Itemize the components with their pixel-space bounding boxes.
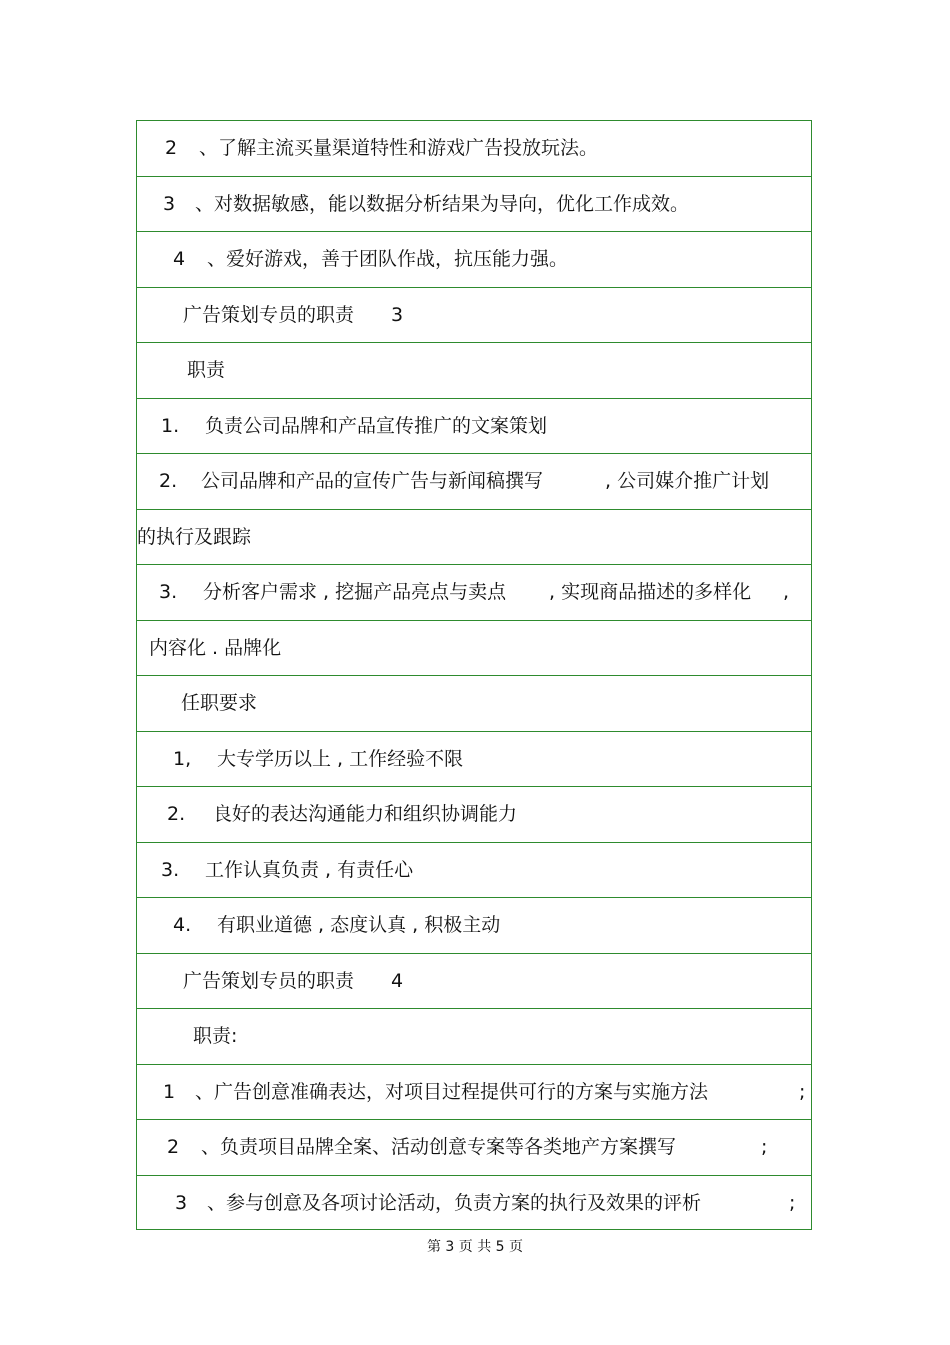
item-text: 公司品牌和产品的宣传广告与新闻稿撰写 — [201, 470, 544, 492]
table-row — [137, 1009, 811, 1065]
table-row — [137, 843, 811, 899]
page-footer: 第 3 页 共 5 页 — [426, 1239, 524, 1255]
item-text: 分析客户需求 , 挖掘产品亮点与卖点 — [203, 581, 507, 603]
item-semicolon: ; — [761, 1136, 768, 1158]
section-heading: 广告策划专员的职责 — [183, 303, 355, 326]
table-row — [137, 454, 811, 510]
item-text: 、广告创意准确表达，对项目过程提供可行的方案与实施方法 — [195, 1080, 709, 1103]
item-number: 2 — [167, 1136, 180, 1158]
item-number: 3. — [161, 858, 180, 881]
subsection-heading: 职责 — [187, 359, 226, 381]
table-row — [137, 787, 811, 843]
table-row — [137, 1065, 811, 1121]
section-heading: 广告策划专员的职责 — [183, 969, 355, 992]
item-text: 、负责项目品牌全案、活动创意专案等各类地产方案撰写 — [201, 1136, 677, 1158]
table-row — [137, 954, 811, 1010]
table-row — [137, 1176, 811, 1232]
table-row — [137, 510, 811, 566]
item-text: 有职业道德 , 态度认真 , 积极主动 — [217, 914, 501, 936]
table-row — [137, 177, 811, 233]
document-table — [136, 120, 812, 1230]
table-row — [137, 399, 811, 455]
table-row — [137, 898, 811, 954]
item-text-comma: , — [783, 581, 790, 603]
item-text-wrap: 内容化 . 品牌化 — [149, 636, 282, 659]
item-number: 2. — [159, 470, 178, 492]
item-semicolon: ; — [789, 1191, 796, 1214]
item-text: 负责公司品牌和产品宣传推广的文案策划 — [205, 414, 548, 437]
item-semicolon: ; — [799, 1080, 806, 1103]
item-number: 2 — [165, 137, 178, 159]
item-text-continued: , 公司媒介推广计划 — [605, 470, 770, 492]
table-row — [137, 676, 811, 732]
item-number: 3 — [175, 1191, 188, 1214]
item-number: 4. — [173, 914, 192, 936]
table-row — [137, 565, 811, 621]
subsection-heading: 任职要求 — [181, 692, 258, 714]
item-text: 、爱好游戏，善于团队作战，抗压能力强。 — [207, 248, 569, 270]
item-text: 良好的表达沟通能力和组织协调能力 — [213, 803, 518, 825]
item-number: 1. — [161, 414, 180, 437]
section-number: 4 — [391, 969, 404, 992]
table-row — [137, 121, 811, 177]
item-number: 1, — [173, 747, 192, 770]
table-row — [137, 621, 811, 677]
section-number: 3 — [391, 303, 404, 326]
table-row — [137, 232, 811, 288]
item-text-wrap: 的执行及跟踪 — [137, 525, 252, 548]
item-text-continued: , 实现商品描述的多样化 — [549, 581, 752, 603]
subsection-heading: 职责: — [193, 1025, 238, 1047]
item-text: 、对数据敏感，能以数据分析结果为导向，优化工作成效。 — [195, 192, 690, 215]
item-text: 、了解主流买量渠道特性和游戏广告投放玩法。 — [199, 137, 599, 159]
item-number: 4 — [173, 248, 186, 270]
item-text: 大专学历以上 , 工作经验不限 — [217, 747, 464, 770]
item-text: 工作认真负责 , 有责任心 — [205, 858, 414, 881]
table-row — [137, 288, 811, 344]
item-number: 3 — [163, 192, 176, 215]
item-number: 2. — [167, 803, 186, 825]
item-text: 、参与创意及各项讨论活动，负责方案的执行及效果的评析 — [207, 1191, 702, 1214]
table-row — [137, 343, 811, 399]
item-number: 3. — [159, 581, 178, 603]
item-number: 1 — [163, 1080, 176, 1103]
table-row — [137, 1120, 811, 1176]
table-row — [137, 732, 811, 788]
